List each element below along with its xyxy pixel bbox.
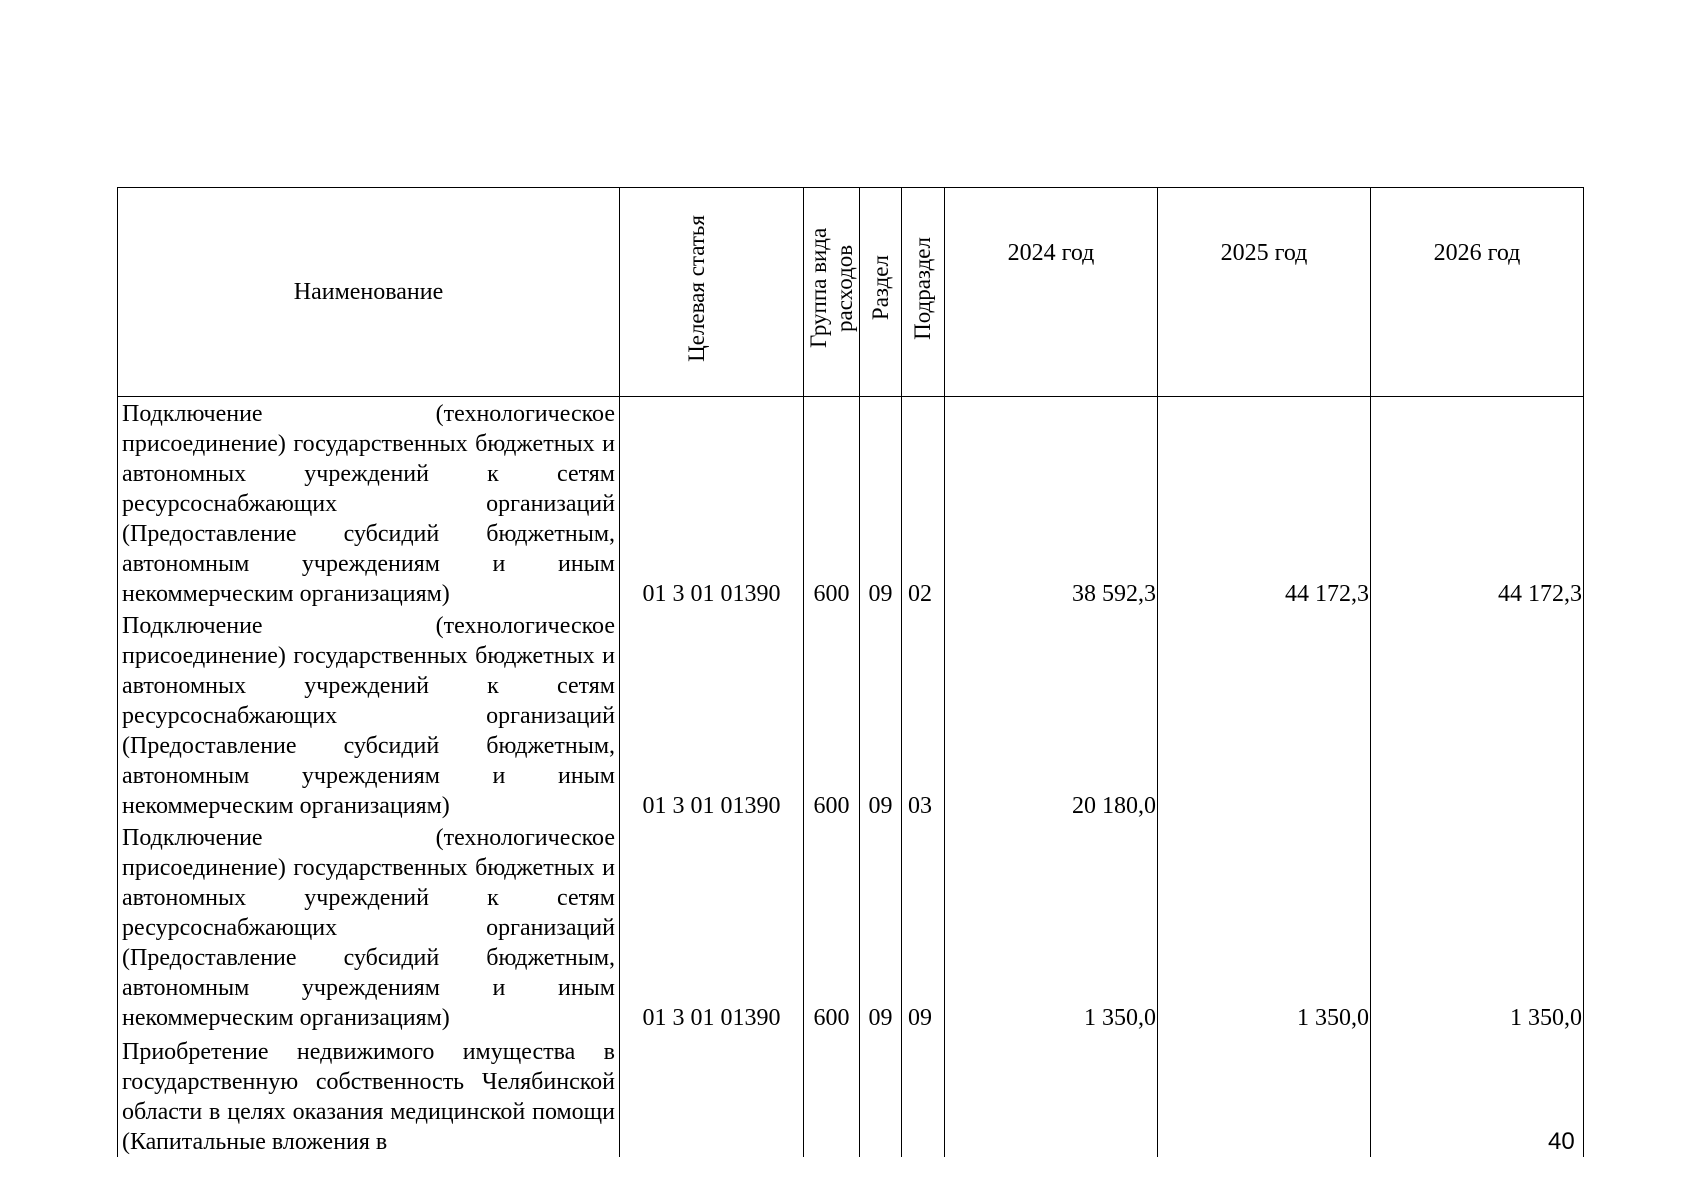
header-subsection: Подраздел xyxy=(902,188,945,397)
row-amount-2026: 44 172,3 xyxy=(1371,397,1584,610)
row-amount-2024: 38 592,3 xyxy=(945,397,1158,610)
header-name: Наименование xyxy=(118,188,620,397)
header-expense-group: Группа вида расходов xyxy=(804,188,860,397)
row-target-article: 01 3 01 01390 xyxy=(620,397,804,610)
row-amount-2024: 1 350,0 xyxy=(945,821,1158,1033)
row-name: Подключение (технологическое присоединение) государственных бюджетных и автономных учреждений к сетям ресурсоснабжающих организаций (Предоставление субсидий бюджетным, автономным учреждениям и иным некоммерческим организациям) xyxy=(118,609,620,821)
row-name: Подключение (технологическое присоединение) государственных бюджетных и автономных учреждений к сетям ресурсоснабжающих организаций (Предоставление субсидий бюджетным, автономным учреждениям и иным некоммерческим организациям) xyxy=(118,821,620,1033)
table-row xyxy=(118,821,1584,1033)
row-target-article: 01 3 01 01390 xyxy=(620,821,804,1033)
row-subsection xyxy=(902,1033,945,1157)
header-target-article: Целевая статья xyxy=(620,188,804,397)
table-row xyxy=(118,1033,1584,1157)
row-target-article xyxy=(620,1033,804,1157)
row-section: 09 xyxy=(860,609,902,821)
row-target-article: 01 3 01 01390 xyxy=(620,609,804,821)
row-section xyxy=(860,1033,902,1157)
header-year-2026: 2026 год xyxy=(1371,188,1584,397)
row-amount-2025: 44 172,3 xyxy=(1158,397,1371,610)
row-subsection: 03 xyxy=(902,609,945,821)
row-section: 09 xyxy=(860,397,902,610)
row-name: Подключение (технологическое присоединение) государственных бюджетных и автономных учреждений к сетям ресурсоснабжающих организаций (Предоставление субсидий бюджетным, автономным учреждениям и иным некоммерческим организациям) xyxy=(118,397,620,610)
row-subsection: 09 xyxy=(902,821,945,1033)
row-amount-2024: 20 180,0 xyxy=(945,609,1158,821)
row-name: Приобретение недвижимого имущества в государственную собственность Челябинской области в целях оказания медицинской помощи (Капитальные вложения в xyxy=(118,1033,620,1157)
row-expense-group: 600 xyxy=(804,821,860,1033)
row-subsection: 02 xyxy=(902,397,945,610)
row-section: 09 xyxy=(860,821,902,1033)
row-expense-group: 600 xyxy=(804,397,860,610)
page-number: 40 xyxy=(1548,1128,1575,1155)
budget-table xyxy=(117,187,1584,1157)
header-year-2024: 2024 год xyxy=(945,188,1158,397)
header-section: Раздел xyxy=(860,188,902,397)
row-amount-2026: 1 350,0 xyxy=(1371,821,1584,1033)
row-expense-group: 600 xyxy=(804,609,860,821)
row-amount-2025 xyxy=(1158,609,1371,821)
row-amount-2024 xyxy=(945,1033,1158,1157)
row-amount-2026 xyxy=(1371,609,1584,821)
table-row xyxy=(118,609,1584,821)
row-amount-2025 xyxy=(1158,1033,1371,1157)
header-year-2025: 2025 год xyxy=(1158,188,1371,397)
table-row xyxy=(118,397,1584,610)
row-amount-2025: 1 350,0 xyxy=(1158,821,1371,1033)
table-header-row xyxy=(118,188,1584,397)
row-expense-group xyxy=(804,1033,860,1157)
